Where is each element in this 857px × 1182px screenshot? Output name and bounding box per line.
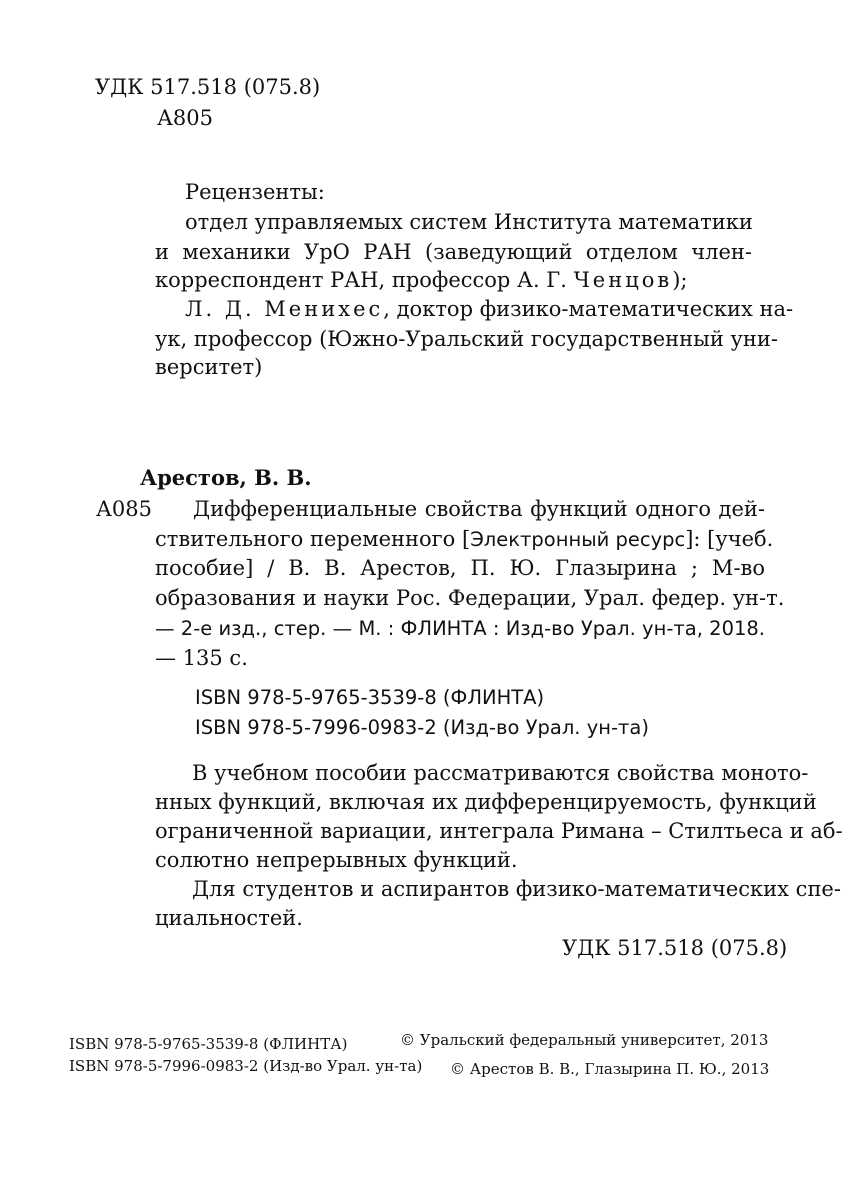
footer-isbn-1: ISBN 978-5-9765-3539-8 (ФЛИНТА)	[69, 1035, 348, 1053]
abstract-line-4: солютно непрерывных функций.	[155, 848, 518, 872]
copyright-symbol-icon: ©	[450, 1060, 465, 1078]
audience-line-1: Для студентов и аспирантов физико-математических спе-	[192, 877, 841, 901]
entry-line-2: ствительного переменного [Электронный ресурс]: [учеб.	[155, 527, 774, 551]
entry-isbn-2: ISBN 978-5-7996-0983-2 (Изд-во Урал. ун-та)	[195, 716, 649, 739]
copyright-authors: © Арестов В. В., Глазырина П. Ю., 2013	[450, 1060, 770, 1078]
electronic-resource-label: Электронный ресурс	[470, 528, 686, 551]
reviewer-2-line-1: Л. Д. Менихес, доктор физико-математических на-	[185, 297, 794, 321]
author-mark-top: А805	[157, 106, 213, 130]
reviewers-heading: Рецензенты:	[185, 180, 325, 204]
footer-isbn-2: ISBN 978-5-7996-0983-2 (Изд-во Урал. ун-та)	[69, 1057, 423, 1075]
audience-line-2: циальностей.	[155, 906, 303, 930]
copyright-symbol-icon: ©	[400, 1031, 415, 1049]
reviewer-2-line-2: ук, профессор (Южно-Уральский государственный уни-	[155, 327, 778, 351]
udk-code-bottom: УДК 517.518 (075.8)	[562, 936, 788, 960]
reviewer-1-line-3: корреспондент РАН, профессор А. Г. Ченцов);	[155, 268, 688, 292]
reviewer-1-line-1: отдел управляемых систем Института математики	[185, 210, 753, 234]
entry-line-1: Дифференциальные свойства функций одного дей-	[193, 497, 765, 521]
reviewer-1-line-2: и механики УрО РАН (заведующий отделом член-	[155, 240, 752, 264]
reviewer-name-chentsov: Ченцов	[573, 268, 673, 292]
abstract-line-1: В учебном пособии рассматриваются свойства моното-	[192, 761, 809, 785]
entry-author-code: А085	[96, 497, 152, 521]
abstract-line-2: нных функций, включая их дифференцируемость, функций	[155, 790, 817, 814]
udk-code-top: УДК 517.518 (075.8)	[95, 75, 321, 99]
entry-line-6: — 135 с.	[155, 646, 248, 670]
copyright-university: © Уральский федеральный университет, 2013	[400, 1031, 769, 1049]
entry-line-4: образования и науки Рос. Федерации, Урал. федер. ун-т.	[155, 586, 785, 610]
reviewer-name-menikhes: Л. Д. Менихес	[185, 297, 384, 321]
abstract-line-3: ограниченной вариации, интеграла Римана – Стилтьеса и аб-	[155, 819, 843, 843]
entry-author: Арестов, В. В.	[140, 465, 312, 490]
entry-line-3: пособие] / В. В. Арестов, П. Ю. Глазырина ; М-во	[155, 556, 765, 580]
entry-isbn-1: ISBN 978-5-9765-3539-8 (ФЛИНТА)	[195, 686, 545, 709]
reviewer-2-line-3: верситет)	[155, 355, 263, 379]
entry-line-5: — 2-е изд., стер. — М. : ФЛИНТА : Изд-во Урал. ун-та, 2018.	[155, 617, 765, 640]
